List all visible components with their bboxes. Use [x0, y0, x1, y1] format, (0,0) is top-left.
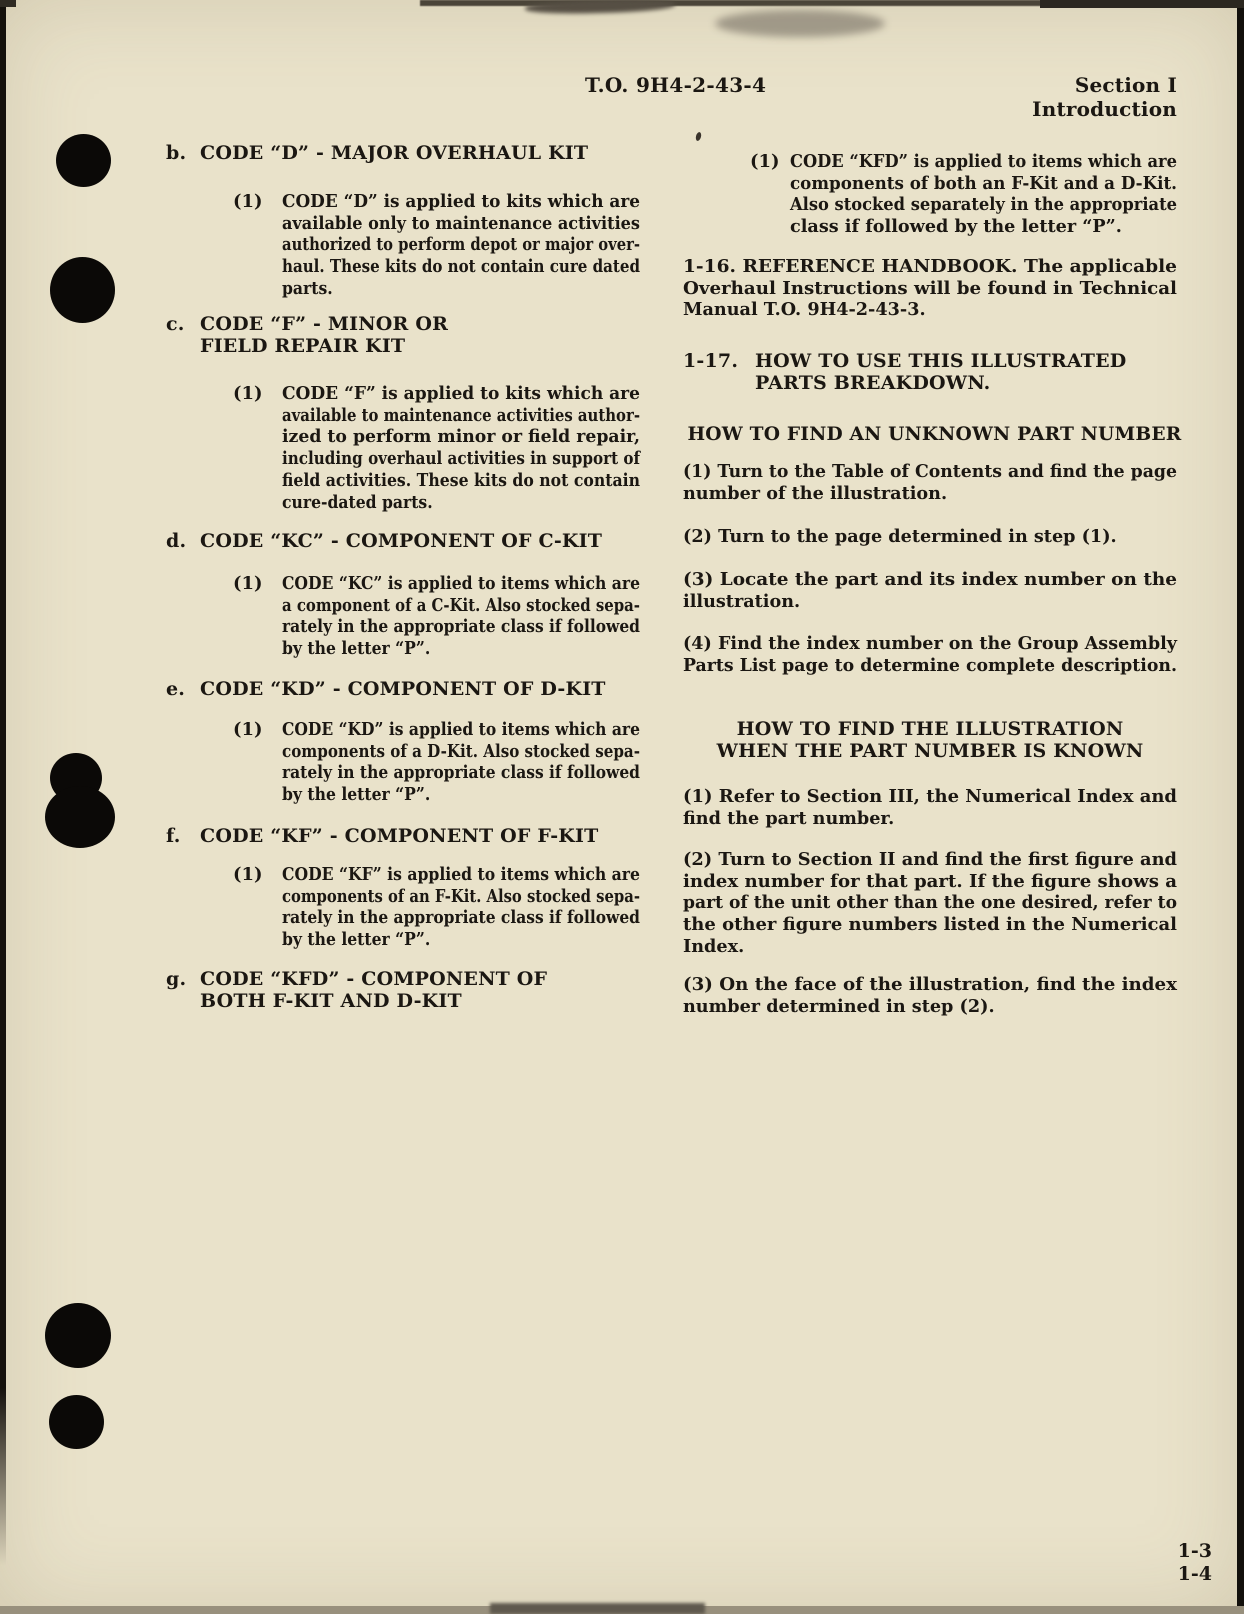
- heading-text: [200, 314, 448, 357]
- header-to-number: T.O. 9H4-2-43-4: [585, 73, 767, 97]
- find-unknown-step-1: [683, 461, 1177, 504]
- section-d-heading: [166, 531, 602, 553]
- heading-text: [200, 143, 588, 165]
- text-line: WHEN THE PART NUMBER IS KNOWN: [716, 739, 1144, 762]
- sub-marker: (1): [233, 719, 263, 740]
- text-line: rately in the appropriate class if followed: [282, 616, 640, 638]
- howto-heading: [683, 351, 1126, 394]
- header-section: Section I: [1074, 73, 1177, 97]
- text-line: components of an F-Kit. Also stocked sepa-: [282, 885, 640, 907]
- text-line: CODE “KF” is applied to items which are: [282, 864, 640, 885]
- item-letter: g.: [166, 968, 187, 990]
- text-line: BOTH F-KIT AND D-KIT: [200, 989, 462, 1012]
- text-line: haul. These kits do not contain cure dated: [282, 256, 640, 278]
- page-number: 1-4: [1177, 1563, 1212, 1585]
- item-letter: e.: [166, 678, 186, 700]
- text-line: find the part number.: [683, 807, 895, 829]
- paragraph-text: [282, 383, 715, 513]
- paragraph-text: [282, 573, 715, 660]
- item-letter: d.: [166, 530, 187, 552]
- text-line: CODE “D” is applied to kits which are: [282, 191, 640, 212]
- text-line: Manual T.O. 9H4-2-43-3.: [683, 299, 926, 321]
- header-section-block: [1032, 74, 1177, 121]
- section-f-heading: [166, 826, 598, 848]
- text-line: components of both an F-Kit and a D-Kit.: [790, 172, 1177, 194]
- punch-hole: [50, 257, 115, 323]
- text-line: CODE “KF” - COMPONENT OF F-KIT: [200, 825, 599, 847]
- text-line: Also stocked separately in the appropriate: [790, 194, 1177, 216]
- text-line: Overhaul Instructions will be found in Technical: [683, 277, 1177, 299]
- scan-edge-top-right: [1040, 0, 1244, 8]
- find-illustration-heading: [683, 719, 1177, 762]
- text-line: rately in the appropriate class if followed: [282, 907, 640, 929]
- text-line: HOW TO USE THIS ILLUSTRATED: [755, 350, 1127, 372]
- text-line: (3) Locate the part and its index number on the: [683, 569, 1177, 590]
- scan-corner-mark: [0, 0, 16, 7]
- sub-marker: (1): [233, 864, 263, 885]
- find-unknown-step-2: [683, 526, 1177, 548]
- heading-text: [200, 826, 598, 848]
- paragraph-number: 1-17.: [683, 350, 739, 372]
- find-unknown-heading: [683, 423, 1182, 446]
- text-line: (4) Find the index number on the Group Assembly: [683, 633, 1177, 654]
- text-line: components of a D-Kit. Also stocked sepa-: [282, 740, 640, 762]
- scan-smudge: [490, 1603, 705, 1614]
- text-line: number determined in step (2).: [683, 995, 995, 1017]
- text-line: FIELD REPAIR KIT: [200, 334, 406, 357]
- text-line: ized to perform minor or field repair,: [282, 426, 640, 448]
- punch-hole: [56, 134, 111, 187]
- section-c-heading: [166, 314, 448, 357]
- text-line: CODE “KC” - COMPONENT OF C-KIT: [200, 530, 603, 552]
- kfd-sub-paragraph: [750, 151, 1218, 238]
- item-letter: c.: [166, 313, 185, 335]
- sub-marker: (1): [233, 191, 263, 212]
- heading-text: [200, 531, 602, 553]
- punch-hole: [45, 1303, 111, 1368]
- text-line: field activities. These kits do not contain: [282, 469, 640, 491]
- text-line: by the letter “P”.: [282, 638, 431, 660]
- page-numbers: [1178, 1540, 1212, 1586]
- text-line: available to maintenance activities author-: [282, 404, 640, 426]
- text-line: (1) Turn to the Table of Contents and find the page: [683, 461, 1177, 482]
- text-line: Index.: [683, 935, 745, 957]
- text-line: CODE “KD” is applied to items which are: [282, 719, 640, 740]
- text-line: authorized to perform depot or major over-: [282, 234, 640, 256]
- scan-smudge: [525, 0, 675, 15]
- text-line: available only to maintenance activities: [282, 212, 640, 234]
- text-line: CODE “KFD” - COMPONENT OF: [200, 968, 548, 990]
- stray-mark: [695, 132, 702, 142]
- find-illustration-step-3: [683, 974, 1177, 1017]
- text-line: a component of a C-Kit. Also stocked sepa-: [282, 594, 640, 616]
- heading-text: [755, 351, 1126, 394]
- text-line: index number for that part. If the figure shows a: [683, 870, 1177, 892]
- text-line: 1-16. REFERENCE HANDBOOK. The applicable: [683, 256, 1177, 277]
- punch-hole: [49, 1395, 104, 1449]
- find-unknown-step-3: [683, 569, 1177, 612]
- text-line: CODE “KC” is applied to items which are: [282, 573, 640, 594]
- text-line: CODE “F” is applied to kits which are: [282, 383, 640, 404]
- scan-edge-left: [0, 0, 6, 1614]
- scan-edge-right: [1237, 0, 1244, 1614]
- paragraph-text: [282, 719, 708, 806]
- scan-smudge: [715, 10, 885, 37]
- paragraph-text: [790, 151, 1218, 238]
- text-line: CODE “KFD” is applied to items which are: [790, 151, 1177, 172]
- text-line: (1) Refer to Section III, the Numerical Index and: [683, 786, 1177, 807]
- sub-marker: (1): [233, 383, 263, 404]
- text-line: class if followed by the letter “P”.: [790, 216, 1122, 238]
- sub-marker: (1): [750, 151, 780, 172]
- text-line: CODE “D” - MAJOR OVERHAUL KIT: [200, 142, 589, 164]
- text-line: parts.: [282, 277, 333, 299]
- find-illustration-step-1: [683, 786, 1177, 829]
- text-line: the other figure numbers listed in the Numerical: [683, 914, 1177, 936]
- find-illustration-step-2: [683, 849, 1177, 958]
- text-line: (3) On the face of the illustration, find the index: [683, 974, 1177, 995]
- sub-marker: (1): [233, 573, 263, 594]
- section-b-heading: [166, 143, 588, 165]
- section-e-heading: [166, 679, 606, 701]
- header-subsection: Introduction: [1032, 96, 1177, 121]
- text-line: HOW TO FIND THE ILLUSTRATION: [736, 718, 1124, 740]
- heading-text: [200, 969, 547, 1012]
- section-g-heading: [166, 969, 547, 1012]
- section-d-paragraph: [233, 573, 715, 660]
- find-unknown-step-4: [683, 633, 1177, 676]
- text-line: illustration.: [683, 590, 801, 612]
- section-f-paragraph: [233, 864, 717, 951]
- section-b-paragraph: [233, 191, 718, 300]
- punch-hole: [45, 786, 115, 848]
- section-c-paragraph: [233, 383, 715, 513]
- text-line: rately in the appropriate class if followed: [282, 762, 640, 784]
- paragraph-text: [282, 191, 718, 300]
- item-letter: b.: [166, 142, 187, 164]
- text-line: (2) Turn to Section II and find the first figure and: [683, 849, 1177, 870]
- text-line: cure-dated parts.: [282, 491, 433, 513]
- text-line: HOW TO FIND AN UNKNOWN PART NUMBER: [687, 423, 1182, 445]
- text-line: by the letter “P”.: [282, 929, 431, 951]
- text-line: number of the illustration.: [683, 482, 948, 504]
- text-line: PARTS BREAKDOWN.: [755, 371, 991, 394]
- text-line: including overhaul activities in support of: [282, 448, 640, 470]
- item-letter: f.: [166, 825, 181, 847]
- text-line: CODE “F” - MINOR OR: [200, 313, 449, 335]
- reference-handbook-paragraph: [683, 256, 1177, 321]
- page-number: 1-3: [1177, 1540, 1212, 1562]
- heading-text: [200, 679, 606, 701]
- text-line: part of the unit other than the one desired, refer to: [683, 892, 1177, 914]
- paragraph-text: [282, 864, 717, 951]
- text-line: CODE “KD” - COMPONENT OF D-KIT: [200, 678, 606, 700]
- section-e-paragraph: [233, 719, 708, 806]
- text-line: Parts List page to determine complete description.: [683, 654, 1177, 676]
- text-line: by the letter “P”.: [282, 784, 431, 806]
- text-line: (2) Turn to the page determined in step (1).: [683, 526, 1117, 547]
